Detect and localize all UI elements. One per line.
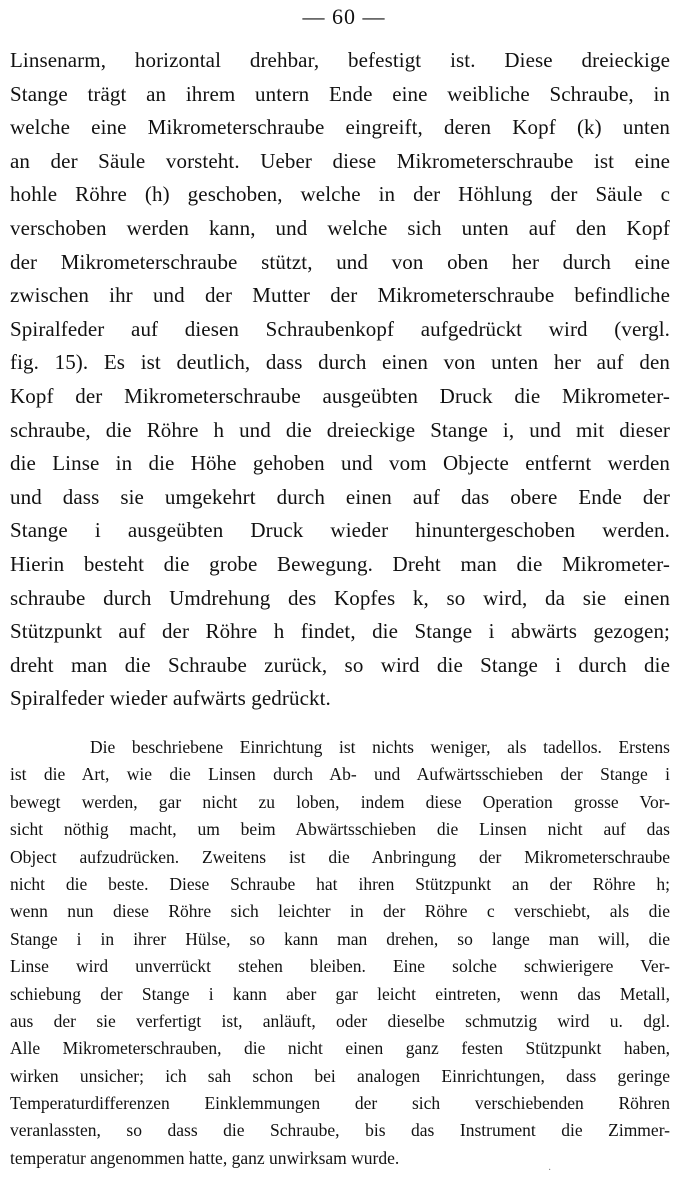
text-line: dreht man die Schraube zurück, so wird die Stange i durch die xyxy=(10,652,670,677)
note-line: bewegt werden, gar nicht zu loben, indem diese Operation grosse Vor- xyxy=(10,791,670,812)
note-line: schiebung der Stange i kann aber gar leicht eintreten, wenn das Metall, xyxy=(10,983,670,1004)
note-line: Temperaturdifferenzen Einklemmungen der sich verschiebenden Röhren xyxy=(10,1093,670,1114)
text-line: fig. 15). Es ist deutlich, dass durch einen von unten her auf den xyxy=(10,350,670,375)
note-line: sicht nöthig macht, um beim Abwärtsschieben die Linsen nicht auf das xyxy=(10,819,670,840)
text-line: hohle Röhre (h) geschoben, welche in der Höhlung der Säule c xyxy=(10,182,670,207)
text-line: Stange i ausgeübten Druck wieder hinuntergeschoben werden. xyxy=(10,518,670,543)
text-line: schraube, die Röhre h und die dreieckige Stange i, und mit dieser xyxy=(10,417,670,442)
note-line: veranlassten, so dass die Schraube, bis das Instrument die Zimmer- xyxy=(10,1120,670,1141)
text-line: Linsenarm, horizontal drehbar, befestigt ist. Diese dreieckige xyxy=(10,48,670,72)
note-line: Linse wird unverrückt stehen bleiben. Eine solche schwierigere Ver- xyxy=(10,956,670,977)
print-speck: · xyxy=(548,1165,552,1176)
text-line: Stange trägt an ihrem untern Ende eine weibliche Schraube, in xyxy=(10,81,670,106)
text-line: Spiralfeder auf diesen Schraubenkopf aufgedrückt wird (vergl. xyxy=(10,316,670,341)
note-line: nicht die beste. Diese Schraube hat ihren Stützpunkt an der Röhre h; xyxy=(10,873,670,894)
note-line: aus der sie verfertigt ist, anläuft, oder dieselbe schmutzig wird u. dgl. xyxy=(10,1010,670,1031)
text-line: der Mikrometerschraube stützt, und von oben her durch eine xyxy=(10,249,670,274)
text-line: zwischen ihr und der Mutter der Mikrometerschraube befindliche xyxy=(10,283,670,308)
text-line: Stützpunkt auf der Röhre h findet, die Stange i abwärts gezogen; xyxy=(10,619,670,644)
text-line: verschoben werden kann, und welche sich unten auf den Kopf xyxy=(10,215,670,240)
note-line: wirken unsicher; ich sah schon bei analogen Einrichtungen, dass geringe xyxy=(10,1065,670,1086)
text-line: welche eine Mikrometerschraube eingreift, deren Kopf (k) unten xyxy=(10,115,670,140)
note-line: wenn nun diese Röhre sich leichter in der Röhre c verschiebt, als die xyxy=(10,901,670,922)
text-line: Kopf der Mikrometerschraube ausgeübten Druck die Mikrometer- xyxy=(10,383,670,408)
note-paragraph xyxy=(10,734,670,1172)
text-line: und dass sie umgekehrt durch einen auf das obere Ende der xyxy=(10,484,670,509)
text-line: an der Säule vorsteht. Ueber diese Mikrometerschraube ist eine xyxy=(10,148,670,173)
text-line: schraube durch Umdrehung des Kopfes k, so wird, da sie einen xyxy=(10,585,670,610)
text-line: die Linse in die Höhe gehoben und vom Objecte entfernt werden xyxy=(10,451,670,476)
note-line: Object aufzudrücken. Zweitens ist die Anbringung der Mikrometerschraube xyxy=(10,846,670,867)
page-number: — 60 — xyxy=(302,4,386,29)
text-line: Spiralfeder wieder aufwärts gedrückt. xyxy=(10,686,331,711)
note-line: Alle Mikrometerschrauben, die nicht einen ganz festen Stützpunkt haben, xyxy=(10,1038,670,1059)
text-line: Hierin besteht die grobe Bewegung. Dreht man die Mikrometer- xyxy=(10,551,670,576)
note-line: Die beschriebene Einrichtung ist nichts weniger, als tadellos. Erstens xyxy=(90,737,670,757)
note-line: Stange i in ihrer Hülse, so kann man drehen, so lange man will, die xyxy=(10,928,670,949)
note-line: ist die Art, wie die Linsen durch Ab- und Aufwärtsschieben der Stange i xyxy=(10,764,670,785)
main-paragraph xyxy=(10,44,670,716)
note-line: temperatur angenommen hatte, ganz unwirksam wurde. xyxy=(10,1147,400,1168)
